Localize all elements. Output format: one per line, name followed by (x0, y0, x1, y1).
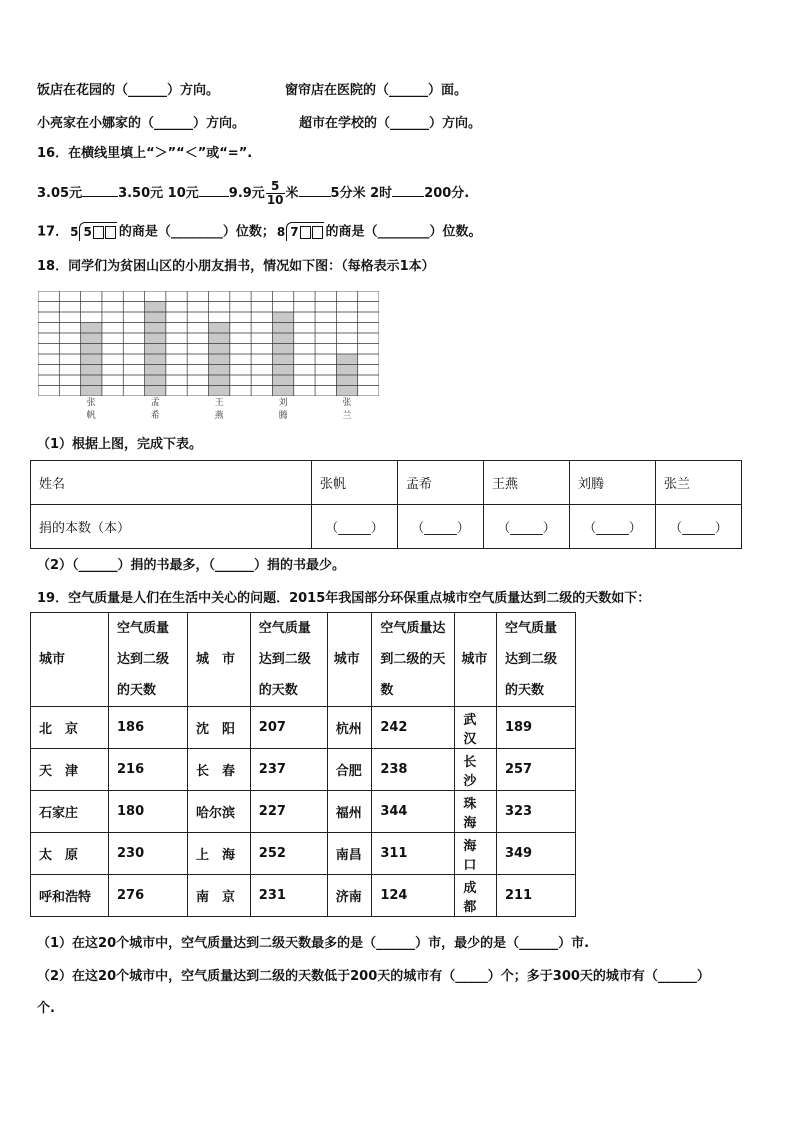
chart-x-tick-char: 兰 (342, 411, 352, 421)
chart-x-tick-label (81, 397, 101, 423)
city-cell: 北 京 (31, 707, 109, 749)
column-header-days: 空气质量达到二级的天数 (496, 613, 575, 707)
q16-item-c: 9.9元 (228, 186, 265, 201)
city-cell: 上 海 (188, 833, 251, 875)
days-cell: 237 (250, 749, 327, 791)
city-cell: 合肥 (327, 749, 372, 791)
table-header-student: 张兰 (656, 461, 742, 505)
days-cell: 323 (496, 791, 575, 833)
days-cell: 230 (109, 833, 188, 875)
days-cell: 186 (109, 707, 188, 749)
table-row-label: 捐的本数（本） (31, 505, 312, 549)
city-cell: 呼和浩特 (31, 875, 109, 917)
table-header-student: 刘腾 (570, 461, 656, 505)
q16-blank-3[interactable] (299, 182, 331, 197)
city-cell: 武汉 (455, 707, 497, 749)
days-cell: 124 (372, 875, 455, 917)
days-cell: 252 (250, 833, 327, 875)
q17-mid-text: 的商是（________）位数； (118, 224, 275, 240)
column-header-city: 城市 (327, 613, 372, 707)
column-header-days: 空气质量达到二级的天数 (372, 613, 455, 707)
days-cell: 180 (109, 791, 188, 833)
city-cell: 石家庄 (31, 791, 109, 833)
city-cell: 太 原 (31, 833, 109, 875)
q16-item-f: 200分. (424, 186, 470, 201)
q15-line-1a: 饭店在花园的（______）方向。 (37, 83, 220, 98)
table-header-name: 姓名 (31, 461, 312, 505)
city-cell: 海口 (455, 833, 497, 875)
q17-box-icon (312, 226, 323, 239)
q17-long-division-1 (70, 222, 117, 242)
answer-blank[interactable]: （_____） (484, 505, 570, 549)
q16-blank-2[interactable] (199, 182, 229, 197)
q16-blank-4[interactable] (392, 182, 424, 197)
answer-blank[interactable]: （_____） (656, 505, 742, 549)
column-header-city: 城市 (31, 613, 109, 707)
city-cell: 长 春 (188, 749, 251, 791)
chart-bar (81, 323, 102, 397)
chart-x-tick-char: 刘 (278, 398, 288, 408)
days-cell: 276 (109, 875, 188, 917)
q17-dividend-2-digit: 7 (290, 225, 299, 239)
q17-dividend-2 (286, 222, 323, 241)
city-cell: 济南 (327, 875, 372, 917)
q16-fraction (266, 180, 285, 207)
question-18-part-1: （1）根据上图，完成下表。 (37, 437, 203, 452)
question-19-part-1: （1）在这20个城市中，空气质量达到二级天数最多的是（______）市，最少的是（______）市. (37, 936, 590, 951)
days-cell: 344 (372, 791, 455, 833)
q17-long-division-2 (277, 222, 324, 242)
chart-x-tick-label (209, 397, 229, 423)
q17-box-icon (300, 226, 311, 239)
city-cell: 南昌 (327, 833, 372, 875)
q17-divisor-2: 8 (276, 225, 286, 239)
days-cell: 257 (496, 749, 575, 791)
donation-bar-chart (38, 291, 379, 396)
table-row (31, 833, 576, 875)
city-cell: 长沙 (455, 749, 497, 791)
q17-dividend-1 (79, 222, 116, 241)
chart-x-tick-char: 希 (150, 411, 160, 421)
table-header-student: 张帆 (312, 461, 398, 505)
days-cell: 238 (372, 749, 455, 791)
question-18-part-2: （2）（______）捐的书最多，（______）捐的书最少。 (37, 558, 346, 573)
column-header-city: 城 市 (188, 613, 251, 707)
chart-x-tick-char: 张 (342, 398, 352, 408)
chart-x-tick-label (145, 397, 165, 423)
q17-number: 17． (37, 224, 69, 240)
table-header-student: 孟希 (398, 461, 484, 505)
q16-item-b: 3.50元 10元 (118, 186, 199, 201)
table-row (31, 461, 742, 505)
days-cell: 349 (496, 833, 575, 875)
city-cell: 南 京 (188, 875, 251, 917)
chart-x-tick-char: 腾 (278, 411, 288, 421)
q17-divisor-1: 5 (70, 225, 79, 239)
chart-x-tick-label (273, 397, 293, 423)
chart-x-tick-char: 张 (86, 398, 96, 408)
q17-end-text: 的商是（________）位数。 (325, 224, 482, 240)
air-quality-table (30, 612, 576, 917)
days-cell: 231 (250, 875, 327, 917)
city-cell: 沈 阳 (188, 707, 251, 749)
question-19-part-2-end: 个. (37, 1001, 55, 1016)
q17-box-icon (105, 226, 116, 239)
q16-item-a: 3.05元 (37, 186, 83, 201)
chart-bar (145, 302, 166, 397)
column-header-days: 空气质量达到二级的天数 (250, 613, 327, 707)
days-cell: 207 (250, 707, 327, 749)
answer-blank[interactable]: （_____） (570, 505, 656, 549)
city-cell: 杭州 (327, 707, 372, 749)
column-header-days: 空气质量达到二级的天数 (109, 613, 188, 707)
q16-blank-1[interactable] (82, 182, 118, 197)
city-cell: 成都 (455, 875, 497, 917)
table-row (31, 791, 576, 833)
city-cell: 珠海 (455, 791, 497, 833)
question-19: 19．空气质量是人们在生活中关心的问题．2015年我国部分环保重点城市空气质量达到二级的天数如下： (37, 591, 651, 606)
donation-table (30, 460, 742, 549)
chart-bar (209, 323, 230, 397)
chart-x-tick-char: 孟 (150, 398, 160, 408)
days-cell: 216 (109, 749, 188, 791)
days-cell: 189 (496, 707, 575, 749)
q16-fraction-numerator: 5 (266, 180, 285, 194)
q15-line-1b: 窗帘店在医院的（______）面。 (285, 83, 468, 98)
table-header-student: 王燕 (484, 461, 570, 505)
days-cell: 311 (372, 833, 455, 875)
table-row (31, 875, 576, 917)
question-16: 16．在横线里填上“＞”“＜”或“=”. (37, 146, 253, 161)
table-row (31, 505, 742, 549)
q16-item-d: 米 (285, 186, 299, 201)
q16-fraction-denominator: 10 (266, 193, 284, 207)
days-cell: 227 (250, 791, 327, 833)
question-19-part-2: （2）在这20个城市中，空气质量达到二级的天数低于200天的城市有（_____）个；多于300天的城市有（______） (37, 969, 710, 984)
question-18: 18．同学们为贫困山区的小朋友捐书，情况如下图：（每格表示1本） (37, 259, 435, 274)
q15-line-2a: 小亮家在小娜家的（______）方向。 (37, 116, 246, 131)
city-cell: 福州 (327, 791, 372, 833)
city-cell: 哈尔滨 (188, 791, 251, 833)
q15-line-2b: 超市在学校的（______）方向。 (299, 116, 482, 131)
days-cell: 211 (496, 875, 575, 917)
q16-item-e: 5分米 2时 (330, 186, 393, 201)
chart-x-tick-char: 燕 (214, 411, 224, 421)
table-row (31, 707, 576, 749)
chart-x-tick-char: 王 (214, 398, 224, 408)
question-16-items (37, 180, 469, 207)
city-cell: 天 津 (31, 749, 109, 791)
q17-box-icon (93, 226, 104, 239)
question-17 (37, 222, 482, 242)
answer-blank[interactable]: （_____） (312, 505, 398, 549)
column-header-city: 城市 (455, 613, 497, 707)
chart-x-tick-char: 帆 (86, 411, 96, 421)
table-header-row (31, 613, 576, 707)
chart-x-tick-label (337, 397, 357, 423)
table-row (31, 749, 576, 791)
q17-dividend-1-digit: 5 (83, 225, 92, 239)
answer-blank[interactable]: （_____） (398, 505, 484, 549)
days-cell: 242 (372, 707, 455, 749)
